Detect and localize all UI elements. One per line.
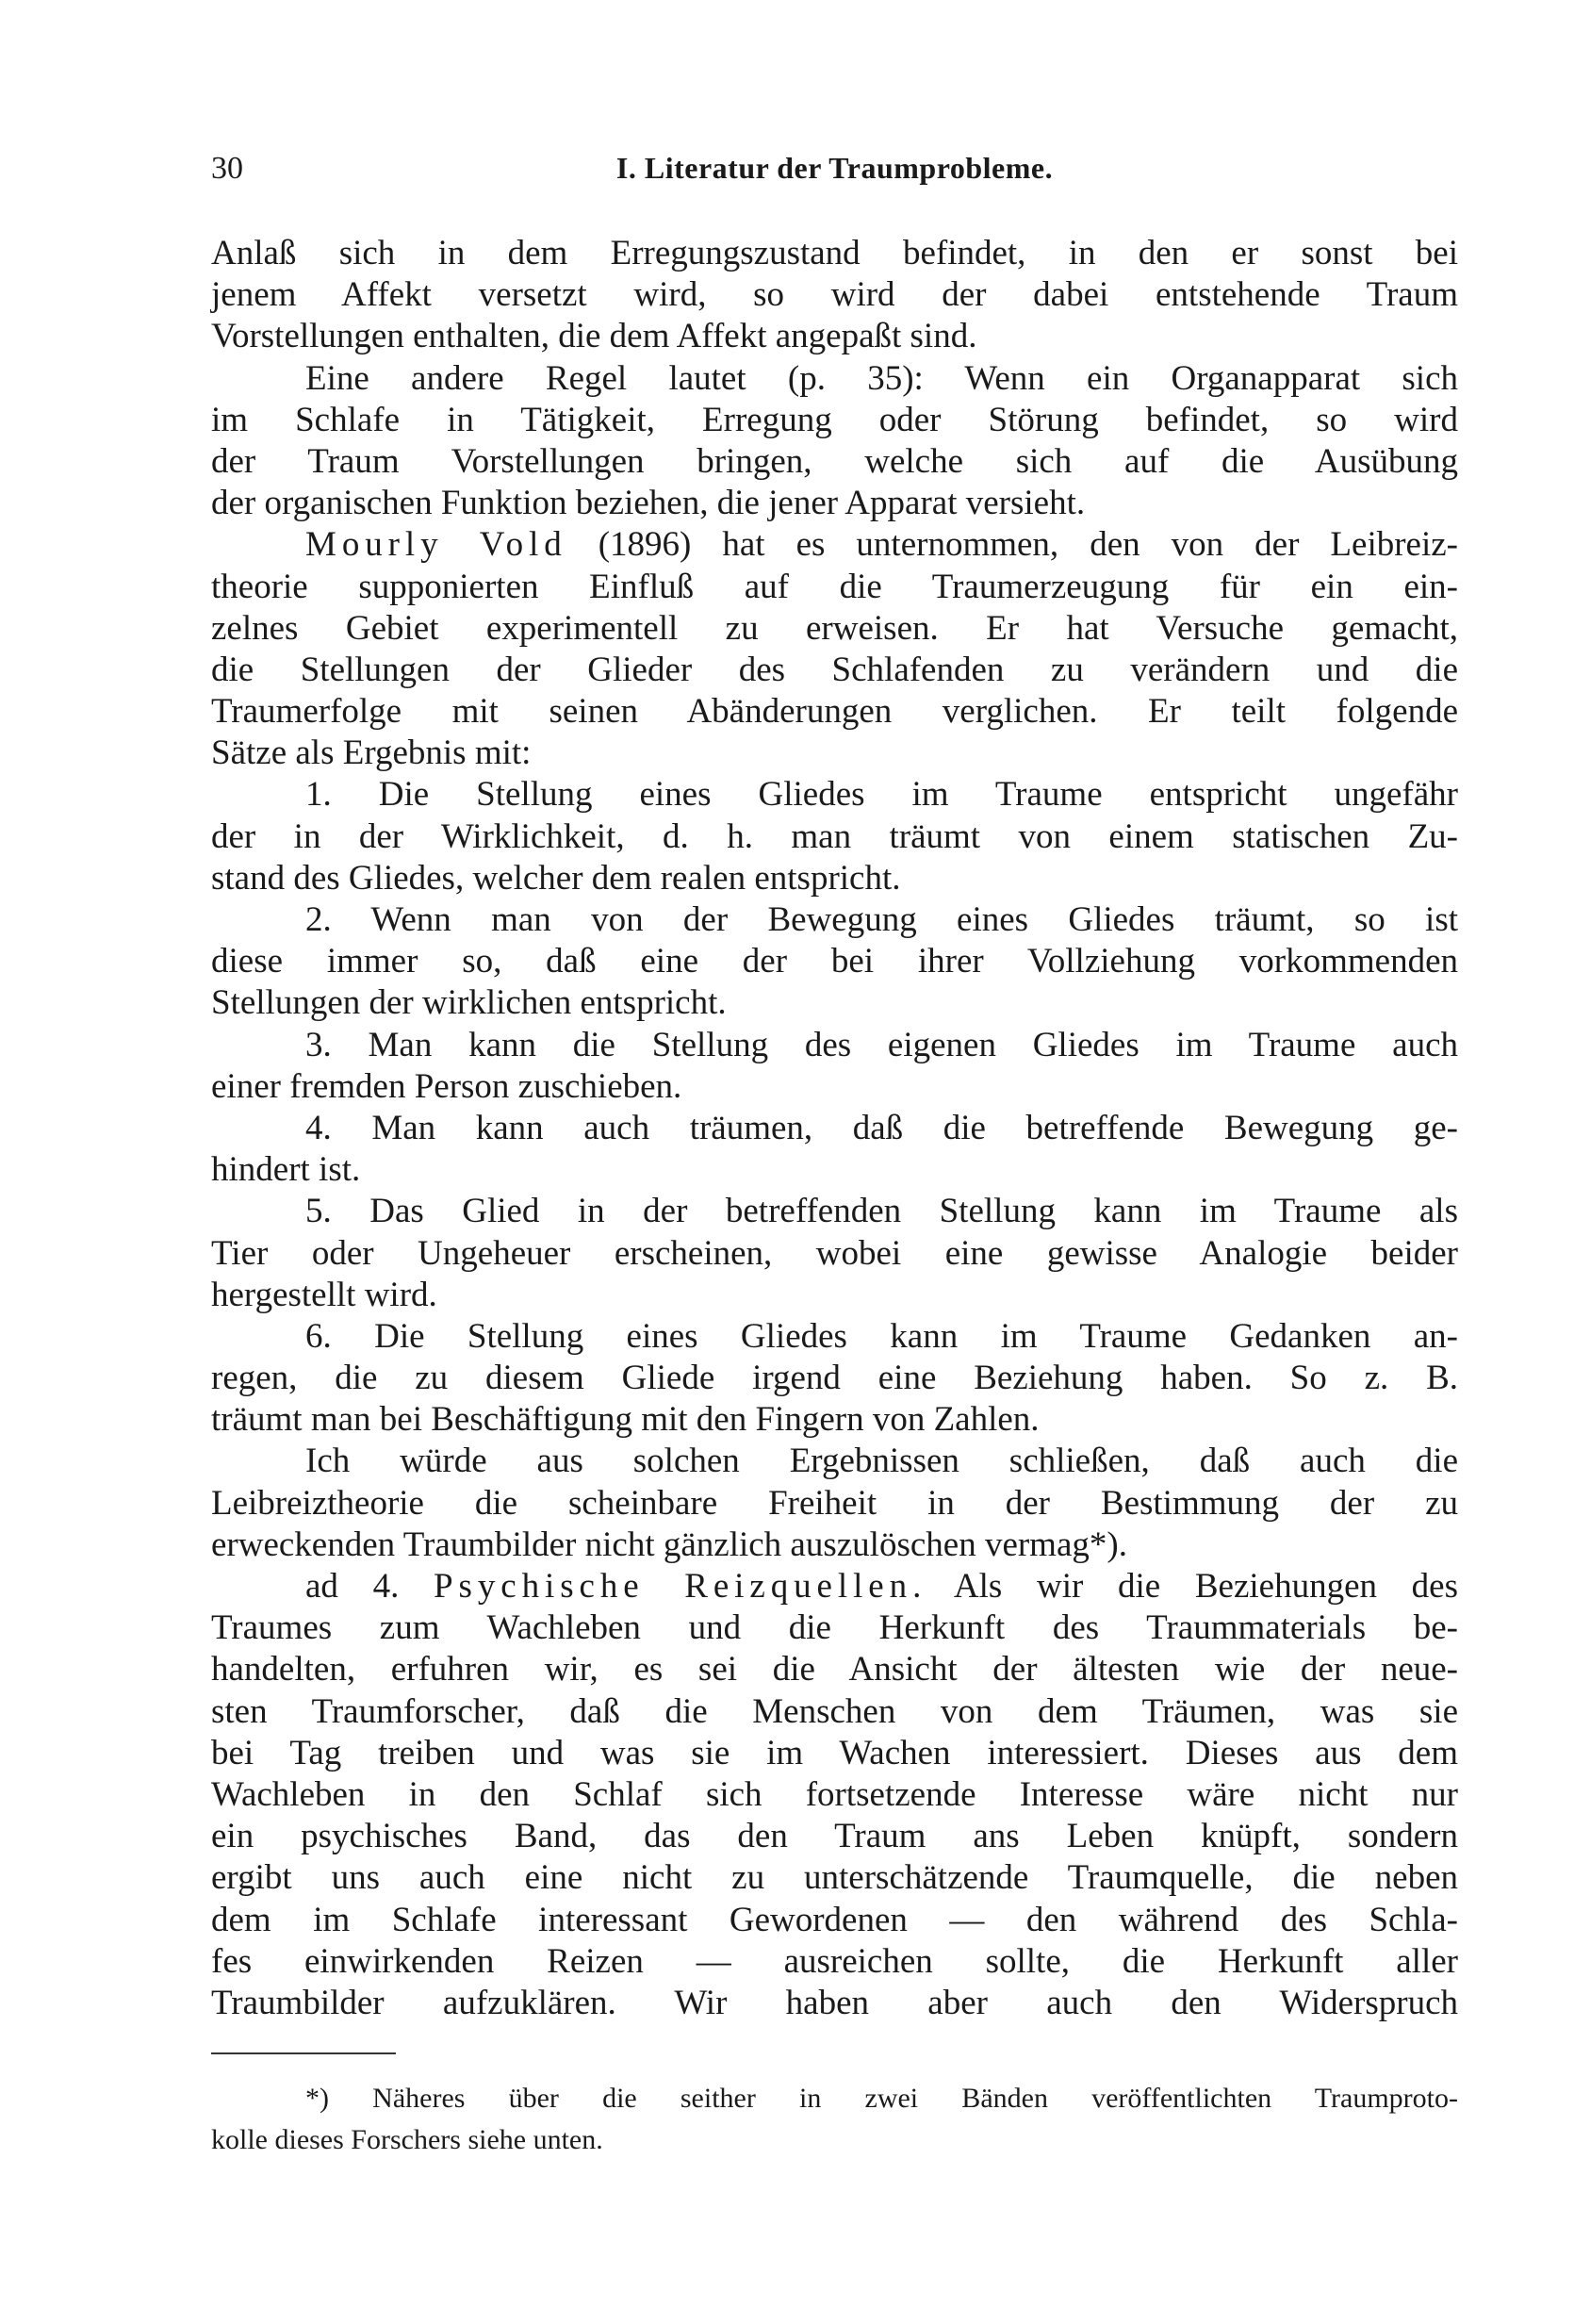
text-line	[211, 774, 1458, 816]
text-line	[211, 441, 1458, 483]
text-line	[211, 1649, 1458, 1690]
text-line	[211, 1607, 1458, 1649]
line-text: der Traum Vorstellungen bringen, welche sich auf die Ausübung	[211, 441, 1458, 481]
spaced-name: Psychische Reizquellen	[434, 1567, 913, 1606]
line-text: Leibreiztheorie die scheinbare Freiheit in der Bestimmung der zu	[211, 1483, 1458, 1523]
line-text: 1. Die Stellung eines Gliedes im Traume entspricht ungefähr	[305, 775, 1458, 815]
line-text: Wachleben in den Schlaf sich fortsetzende Interesse wäre nicht nur	[211, 1774, 1458, 1814]
line-text: einer fremden Person zuschieben.	[211, 1066, 682, 1106]
text-line	[211, 358, 1458, 400]
text-line	[211, 316, 1458, 357]
line-text: hergestellt wird.	[211, 1275, 437, 1314]
text-line	[211, 1857, 1458, 1899]
line-text: Traumes zum Wachleben und die Herkunft des Traummaterials be-	[211, 1608, 1458, 1648]
line-text: 5. Das Glied in der betreffenden Stellung kann im Traume als	[305, 1192, 1458, 1231]
text-line	[211, 608, 1458, 650]
text-line	[211, 1983, 1458, 2024]
line-text: jenem Affekt versetzt wird, so wird der dabei entstehende Traum	[211, 275, 1458, 315]
line-text: ergibt uns auch eine nicht zu unterschätzende Traumquelle, die neben	[211, 1858, 1458, 1898]
line-text: 3. Man kann die Stellung des eigenen Gliedes im Traume auch	[305, 1025, 1458, 1064]
text-line	[211, 1316, 1458, 1358]
line-text: regen, die zu diesem Gliede irgend eine Beziehung haben. So z. B.	[211, 1359, 1458, 1398]
line-text: die Stellungen der Glieder des Schlafenden zu verändern und die	[211, 650, 1458, 689]
line-text: Anlaß sich in dem Erregungszustand befindet, in den er sonst bei	[211, 234, 1458, 272]
line-text: 2. Wenn man von der Bewegung eines Gliedes träumt, so ist	[305, 900, 1458, 939]
text-line	[211, 1941, 1458, 1983]
line-text: (1896) hat es unternommen, den von der Leibreiz-	[566, 525, 1458, 565]
line-text: ad 4.	[305, 1567, 434, 1606]
line-text: bei Tag treiben und was sie im Wachen interessiert. Dieses aus dem	[211, 1733, 1458, 1772]
line-text: ein psychisches Band, das den Traum ans Leben knüpft, sondern	[211, 1817, 1458, 1856]
footnote-line	[211, 2080, 1458, 2121]
line-text: Vorstellungen enthalten, die dem Affekt angepaßt sind.	[211, 317, 977, 356]
text-line	[211, 567, 1458, 608]
text-line	[211, 524, 1458, 566]
text-line	[211, 1816, 1458, 1857]
text-line	[211, 274, 1458, 316]
text-line	[211, 1358, 1458, 1399]
line-text: Sätze als Ergebnis mit:	[211, 733, 532, 773]
line-text: kolle dieses Forschers siehe unten.	[211, 2124, 603, 2156]
text-line	[211, 1149, 1458, 1191]
text-line	[211, 982, 1458, 1024]
line-text: Stellungen der wirklichen entspricht.	[211, 983, 727, 1023]
line-text: fes einwirkenden Reizen — ausreichen sollte, die Herkunft aller	[211, 1941, 1458, 1981]
text-line	[211, 650, 1458, 691]
line-text: Tier oder Ungeheuer erscheinen, wobei eine gewisse Analogie beider	[211, 1233, 1458, 1273]
footnote-divider	[211, 2052, 396, 2054]
line-text: 4. Man kann auch träumen, daß die betreffende Bewegung ge-	[305, 1108, 1458, 1147]
text-line	[211, 816, 1458, 858]
text-line	[211, 1691, 1458, 1733]
line-text: sten Traumforscher, daß die Menschen von dem Träumen, was sie	[211, 1691, 1458, 1731]
text-line	[211, 1525, 1458, 1566]
text-line	[211, 1399, 1458, 1441]
text-line	[211, 1774, 1458, 1816]
line-text: Traumbilder aufzuklären. Wir haben aber auch den Widerspruch	[211, 1983, 1458, 2022]
text-line	[211, 733, 1458, 774]
text-line	[211, 1900, 1458, 1941]
line-text: 6. Die Stellung eines Gliedes kann im Traume Gedanken an-	[305, 1316, 1458, 1356]
text-line	[211, 1441, 1458, 1482]
text-line	[211, 1191, 1458, 1232]
line-text: handelten, erfuhren wir, es sei die Ansicht der ältesten wie der neue-	[211, 1650, 1458, 1689]
line-text: Traumerfolge mit seinen Abänderungen verglichen. Er teilt folgende	[211, 692, 1458, 732]
line-text: der in der Wirklichkeit, d. h. man träumt von einem statischen Zu-	[211, 816, 1458, 856]
line-text: *) Näheres über die seither in zwei Bänden veröffentlichten Traumproto-	[305, 2083, 1458, 2114]
text-line	[211, 941, 1458, 982]
footnote-line	[211, 2121, 1458, 2163]
line-text: der organischen Funktion beziehen, die jener Apparat versieht.	[211, 484, 1086, 523]
line-text: . Als wir die Beziehungen des	[912, 1567, 1458, 1606]
text-line	[211, 400, 1458, 441]
line-text: erweckenden Traumbilder nicht gänzlich auszulöschen vermag*).	[211, 1525, 1127, 1564]
text-line	[211, 1233, 1458, 1275]
line-text: im Schlafe in Tätigkeit, Erregung oder Störung befindet, so wird	[211, 400, 1458, 439]
text-line	[211, 1108, 1458, 1149]
text-line	[211, 1483, 1458, 1525]
text-line	[211, 1275, 1458, 1316]
line-text: stand des Gliedes, welcher dem realen entspricht.	[211, 858, 901, 898]
page-number: 30	[211, 151, 243, 186]
text-line	[211, 1066, 1458, 1108]
line-text: dem im Schlafe interessant Gewordenen — den während des Schla-	[211, 1900, 1458, 1939]
body-text	[211, 233, 1458, 2024]
text-line	[211, 1733, 1458, 1774]
running-title: I. Literatur der Traumprobleme.	[615, 151, 1054, 185]
line-text: träumt man bei Beschäftigung mit den Fingern von Zahlen.	[211, 1400, 1040, 1440]
spaced-name: Mourly Vold	[305, 525, 567, 565]
footnote	[211, 2080, 1458, 2163]
line-text: diese immer so, daß eine der bei ihrer Vollziehung vorkommenden	[211, 942, 1458, 981]
text-line	[211, 1025, 1458, 1066]
text-line	[211, 899, 1458, 941]
line-text: Ich würde aus solchen Ergebnissen schließen, daß auch die	[305, 1442, 1458, 1481]
line-text: zelnes Gebiet experimentell zu erweisen. Er hat Versuche gemacht,	[211, 608, 1458, 648]
line-text: Eine andere Regel lautet (p. 35): Wenn ein Organapparat sich	[305, 358, 1458, 398]
line-text: theorie supponierten Einfluß auf die Traumerzeugung für ein ein-	[211, 567, 1458, 606]
text-line	[211, 691, 1458, 733]
line-text: hindert ist.	[211, 1150, 361, 1190]
text-line	[211, 1566, 1458, 1607]
text-line	[211, 483, 1458, 524]
text-line	[211, 233, 1458, 274]
text-line	[211, 858, 1458, 899]
